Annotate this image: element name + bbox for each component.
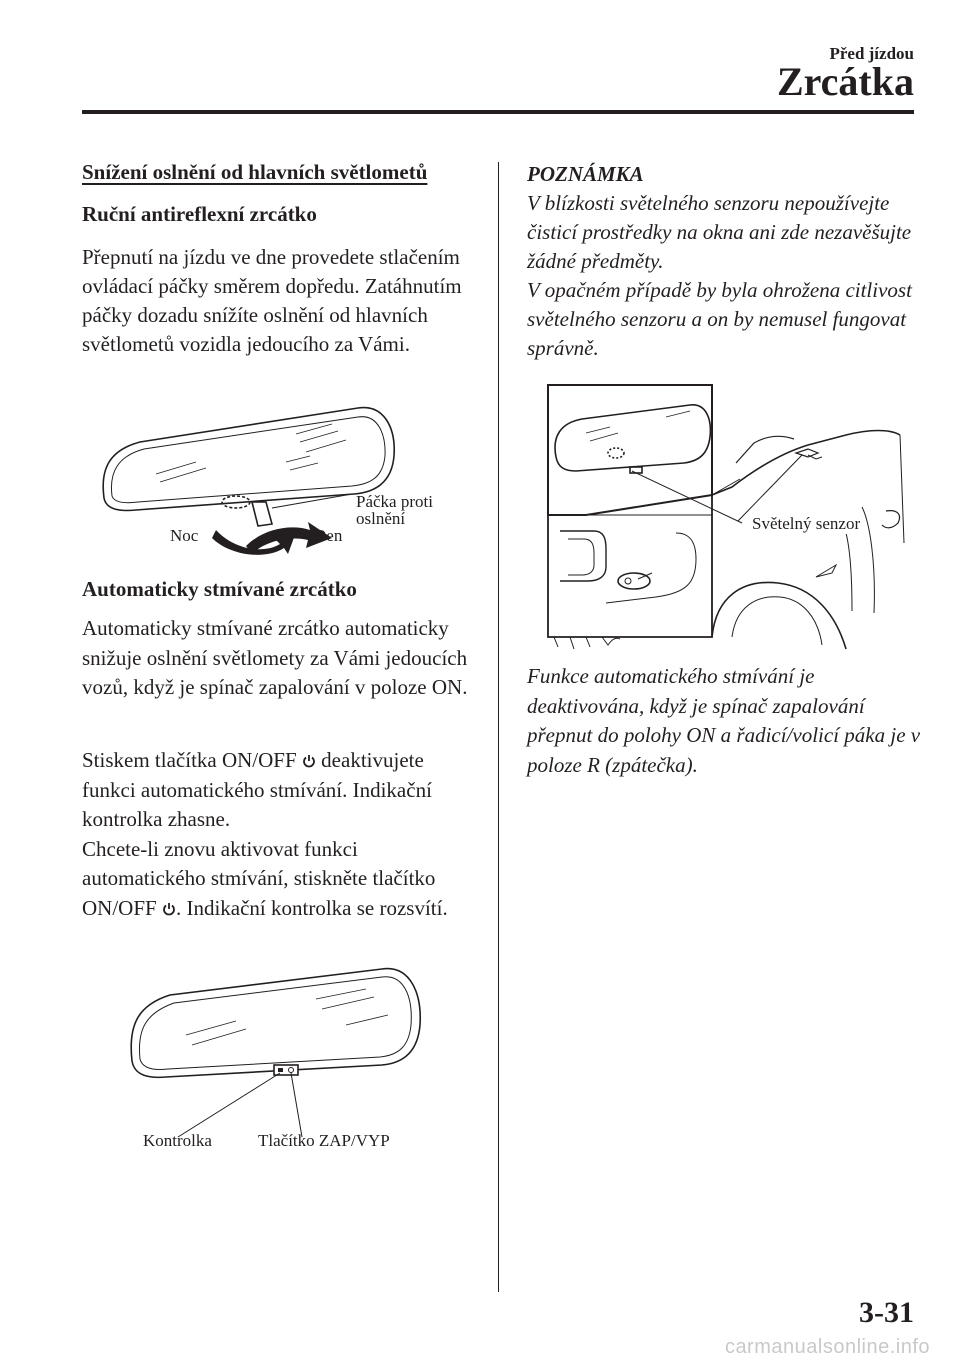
sensor-caption: Funkce automatického stmívání je deaktivována, když je spínač zapalování přepnut do polohy ON a řadicí/volicí páka je v poloze R (zpátečka). <box>527 664 921 777</box>
chapter-title: Zrcátka <box>776 59 914 104</box>
auto-mirror-outline <box>131 969 420 1078</box>
label-indicator: Kontrolka <box>143 1131 212 1150</box>
watermark: carmanualsonline.info <box>724 1336 930 1358</box>
running-head: Před jízdou <box>829 44 914 63</box>
label-light-sensor: Světelný senzor <box>752 514 861 533</box>
note <box>527 160 922 363</box>
onoff-module <box>274 1065 298 1075</box>
mirror-inner <box>111 417 385 503</box>
label-lever-line1: Páčka proti <box>356 492 433 511</box>
onoff-text-2: deaktivujete funkci automatického stmívání. Indikační kontrolka zhasne. <box>82 748 432 831</box>
label-button: Tlačítko ZAP/VYP <box>258 1131 390 1150</box>
auto-mirror-text: Automaticky stmívané zrcátko automaticky snižuje oslnění světlomety za Vámi jedoucích vozů, když je spínač zapalování v poloze ON. <box>82 616 468 699</box>
power-icon <box>162 902 176 916</box>
label-day: Den <box>314 526 343 545</box>
page-number: 3-31 <box>859 1296 914 1329</box>
lever <box>252 502 272 526</box>
note-heading: POZNÁMKA <box>527 162 644 186</box>
header-rule <box>82 110 914 114</box>
column-divider <box>498 162 499 1292</box>
onoff-instructions <box>82 746 482 923</box>
section-heading: Snížení oslnění od hlavních světlometů <box>82 160 428 184</box>
inset-frame <box>548 385 712 515</box>
auto-mirror-figure <box>126 965 446 1135</box>
onoff-text-4: . Indikační kontrolka se rozsvítí. <box>175 895 448 920</box>
onoff-text-3: Chcete-li znovu aktivovat funkci automatického stmívání, stiskněte tlačítko ON/OFF <box>82 836 436 920</box>
auto-mirror-heading: Automaticky stmívané zrcátko <box>82 577 357 601</box>
label-lever <box>356 492 433 529</box>
label-lever-line2: oslnění <box>356 509 406 528</box>
manual-mirror-text: Přepnutí na jízdu ve dne provedete stlačením ovládací páčky směrem dopředu. Zatáhnutím páčky dozadu snížíte oslnění od hlavních světlometů vozidla jedoucího za Vámi. <box>82 245 462 356</box>
label-night: Noc <box>170 526 199 545</box>
note-text-2: V opačném případě by byla ohrožena citlivost světelného senzoru a on by nemusel fungovat správně. <box>527 278 912 360</box>
mirror-outline <box>103 408 394 511</box>
manual-mirror-figure <box>96 398 496 568</box>
note-text-1: V blízkosti světelného senzoru nepoužívejte čisticí prostředky na okna ani zde nezavěšujte žádné předměty. <box>527 191 912 273</box>
manual-mirror-heading: Ruční antireflexní zrcátko <box>82 202 317 226</box>
power-icon <box>302 754 316 768</box>
onoff-text-1: Stiskem tlačítka ON/OFF <box>82 748 297 772</box>
